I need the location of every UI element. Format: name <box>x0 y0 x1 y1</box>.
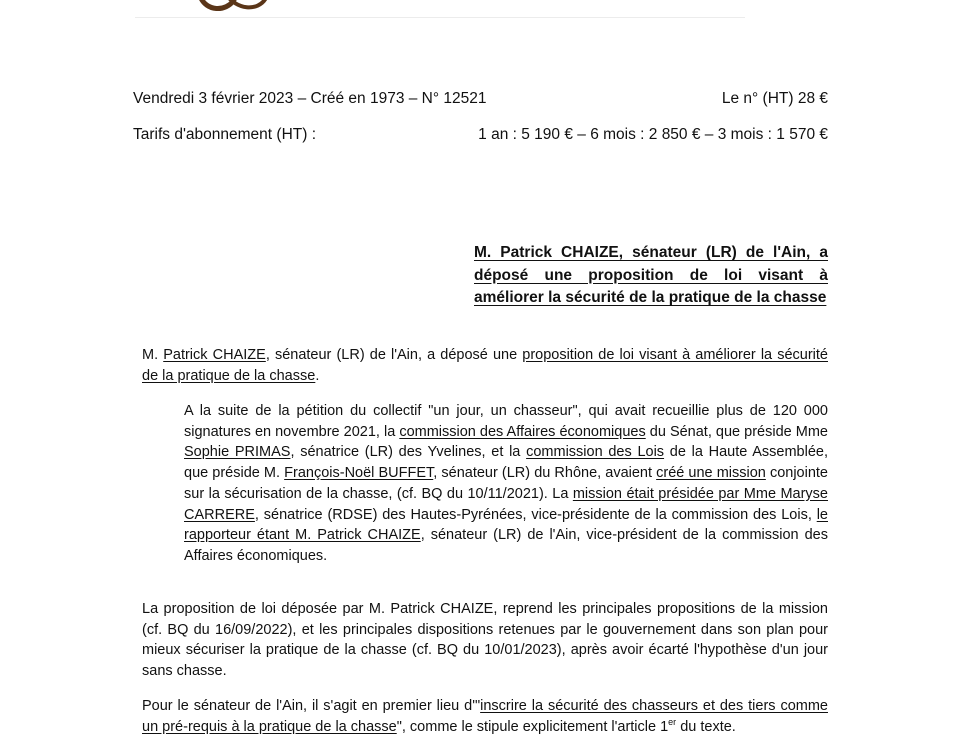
paragraph-background: A la suite de la pétition du collectif "un jour, un chasseur", qui avait recueillie plus de 120 000 signatures en novembre 2021, la commission des Affaires économiques du Sénat, que préside Mme Sophie PRIMAS, sénatrice (LR) des Yvelines, et la commission des Lois de la Haute Assemblée, que préside M. François-Noël BUFFET, sénateur (LR) du Rhône, avaient créé une mission conjointe sur la sécurisation de la chasse, (cf. BQ du 10/11/2021). La mission était présidée par Mme Maryse CARRERE, sénatrice (RDSE) des Hautes-Pyrénées, vice-présidente de la commission des Lois, le rapporteur étant M. Patrick CHAIZE, sénateur (LR) de l'Ain, vice-président de la commission des Affaires économiques. <box>184 403 828 564</box>
subscription-rates-label: Tarifs d'abonnement (HT) : <box>133 126 317 143</box>
link-proposition-de-loi[interactable]: proposition de loi visant à améliorer la sécurité de la pratique de la chasse <box>142 347 828 384</box>
publication-logo <box>196 0 270 14</box>
link-creation-mission[interactable]: créé une mission <box>656 465 766 482</box>
issue-price: Le n° (HT) 28 € <box>721 90 828 107</box>
issue-date-line: Vendredi 3 février 2023 – Créé en 1973 – N° 12521 <box>133 90 487 107</box>
paragraph-proposal-summary: La proposition de loi déposée par M. Patrick CHAIZE, reprend les principales propositions de la mission (cf. BQ du 16/09/2022), et les principales dispositions retenues par le gouvernement dans son plan pour mieux sécuriser la pratique de la chasse (cf. BQ du 10/01/2023), après avoir écarté l'hypothèse d'un jour sans chasse. <box>142 601 828 680</box>
link-commission-affaires-economiques[interactable]: commission des Affaires économiques <box>399 423 646 440</box>
link-commission-des-lois[interactable]: commission des Lois <box>526 444 665 461</box>
paragraph-article-one: Pour le sénateur de l'Ain, il s'agit en premier lieu d'"inscrire la sécurité des chasseurs et des tiers comme un pré-requis à la pratique de la chasse", comme le stipule explicitement l'article 1er du texte. <box>142 698 828 735</box>
link-mission-presidence[interactable]: mission était présidée par Mme Maryse CARRERE <box>184 485 828 523</box>
masthead-subscription-line <box>133 125 828 145</box>
link-sophie-primas[interactable]: Sophie PRIMAS <box>184 444 291 461</box>
link-securite-prerequis[interactable]: inscrire la sécurité des chasseurs et des tiers comme un pré-requis à la pratique de la chasse <box>142 698 828 735</box>
header-rule <box>135 17 745 18</box>
paragraph-intro: M. Patrick CHAIZE, sénateur (LR) de l'Ain, a déposé une proposition de loi visant à améliorer la sécurité de la pratique de la chasse. <box>142 347 828 384</box>
masthead-issue-line <box>133 89 828 109</box>
link-patrick-chaize[interactable]: Patrick CHAIZE <box>163 347 266 363</box>
logo-swirl-icon <box>196 0 270 14</box>
article-title: M. Patrick CHAIZE, sénateur (LR) de l'Ain, a déposé une proposition de loi visant à améliorer la sécurité de la pratique de la chasse <box>474 244 828 306</box>
link-rapporteur[interactable]: le rapporteur étant M. Patrick CHAIZE <box>184 506 828 544</box>
subscription-rates-values: 1 an : 5 190 € – 6 mois : 2 850 € – 3 mois : 1 570 € <box>478 126 828 143</box>
link-francois-noel-buffet[interactable]: François-Noël BUFFET <box>284 465 434 482</box>
